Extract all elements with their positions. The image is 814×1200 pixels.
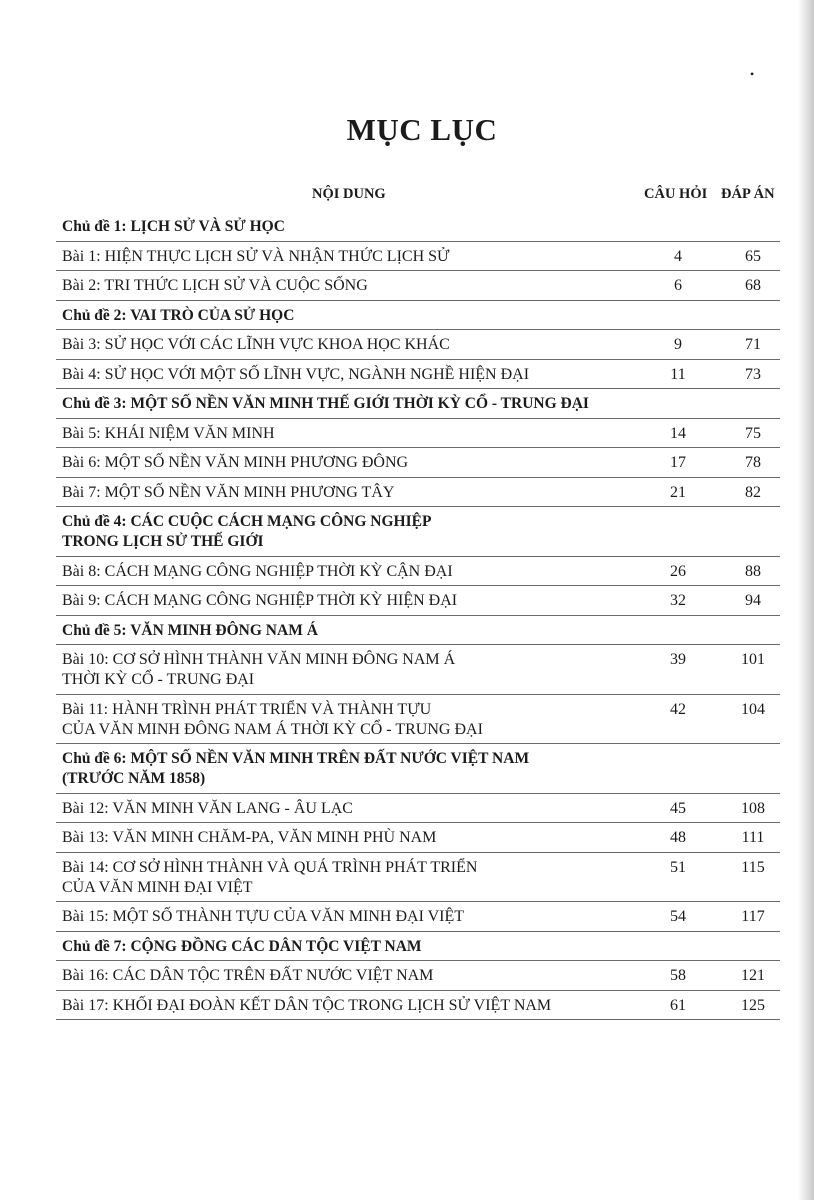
toc-lesson-row[interactable] bbox=[0, 823, 814, 853]
toc-lesson-row[interactable] bbox=[0, 419, 814, 449]
topic-title bbox=[62, 749, 662, 789]
toc-lesson-row[interactable] bbox=[0, 242, 814, 272]
lesson-title bbox=[62, 700, 622, 740]
lesson-title bbox=[62, 591, 622, 611]
lesson-title bbox=[62, 424, 622, 444]
toc-topic-row[interactable] bbox=[0, 507, 814, 557]
toc-topic-row[interactable] bbox=[0, 301, 814, 331]
title-line: Bài 11: HÀNH TRÌNH PHÁT TRIỂN VÀ THÀNH TỰU bbox=[62, 700, 432, 718]
header-content: NỘI DUNG bbox=[312, 186, 386, 202]
lesson-title bbox=[62, 799, 622, 819]
question-page-number: 54 bbox=[670, 908, 686, 925]
lesson-title bbox=[62, 966, 622, 986]
question-page-number: 51 bbox=[670, 858, 686, 876]
header-questions: CÂU HỎI bbox=[644, 186, 708, 202]
title-line: Bài 5: KHÁI NIỆM VĂN MINH bbox=[62, 424, 275, 442]
answer-page-number: 82 bbox=[745, 483, 761, 501]
answer-page-number: 117 bbox=[741, 908, 765, 925]
question-page-number: 14 bbox=[670, 424, 686, 442]
title-line: Chủ đề 4: CÁC CUỘC CÁCH MẠNG CÔNG NGHIỆP bbox=[62, 513, 432, 530]
title-line: Bài 4: SỬ HỌC VỚI MỘT SỐ LĨNH VỰC, NGÀNH NGHỀ HIỆN ĐẠI bbox=[62, 365, 530, 383]
answer-page-number: 73 bbox=[745, 365, 761, 383]
title-line: Bài 3: SỬ HỌC VỚI CÁC LĨNH VỰC KHOA HỌC KHÁC bbox=[62, 336, 450, 353]
answer-page-number: 104 bbox=[741, 700, 765, 718]
title-line: Bài 13: VĂN MINH CHĂM-PA, VĂN MINH PHÙ NAM bbox=[62, 829, 437, 846]
topic-title bbox=[62, 937, 662, 957]
answer-page-number: 115 bbox=[741, 858, 765, 876]
answer-page-number: 94 bbox=[745, 592, 761, 609]
question-page-number: 6 bbox=[674, 277, 682, 294]
question-page-number: 61 bbox=[670, 996, 686, 1014]
question-page-number: 58 bbox=[670, 967, 686, 984]
title-line: (TRƯỚC NĂM 1858) bbox=[62, 770, 206, 787]
title-line: Chủ đề 1: LỊCH SỬ VÀ SỬ HỌC bbox=[62, 218, 285, 235]
title-line: Bài 17: KHỐI ĐẠI ĐOÀN KẾT DÂN TỘC TRONG LỊCH SỬ VIỆT NAM bbox=[62, 996, 552, 1014]
title-line: Bài 16: CÁC DÂN TỘC TRÊN ĐẤT NƯỚC VIỆT NAM bbox=[62, 967, 434, 984]
topic-title bbox=[62, 512, 662, 552]
question-page-number: 42 bbox=[670, 700, 686, 718]
table-of-contents bbox=[0, 212, 814, 1020]
lesson-title bbox=[62, 996, 622, 1016]
question-page-number: 11 bbox=[670, 365, 686, 383]
question-page-number: 39 bbox=[670, 651, 686, 668]
toc-lesson-row[interactable] bbox=[0, 478, 814, 508]
toc-lesson-row[interactable] bbox=[0, 961, 814, 991]
question-page-number: 45 bbox=[670, 799, 686, 817]
title-line: Bài 2: TRI THỨC LỊCH SỬ VÀ CUỘC SỐNG bbox=[62, 277, 368, 294]
toc-lesson-row[interactable] bbox=[0, 557, 814, 587]
lesson-title bbox=[62, 453, 622, 473]
title-line: Bài 8: CÁCH MẠNG CÔNG NGHIỆP THỜI KỲ CẬN ĐẠI bbox=[62, 562, 453, 580]
toc-lesson-row[interactable] bbox=[0, 991, 814, 1021]
lesson-title bbox=[62, 247, 622, 267]
toc-header bbox=[0, 186, 814, 210]
toc-lesson-row[interactable] bbox=[0, 902, 814, 932]
title-line: Bài 12: VĂN MINH VĂN LANG - ÂU LẠC bbox=[62, 799, 353, 817]
topic-title bbox=[62, 621, 662, 641]
lesson-title bbox=[62, 365, 622, 385]
row-divider bbox=[56, 1019, 780, 1020]
title-line: TRONG LỊCH SỬ THẾ GIỚI bbox=[62, 533, 264, 550]
title-line: Chủ đề 2: VAI TRÒ CỦA SỬ HỌC bbox=[62, 306, 295, 324]
answer-page-number: 125 bbox=[741, 996, 765, 1014]
lesson-title bbox=[62, 562, 622, 582]
answer-page-number: 68 bbox=[745, 277, 761, 294]
title-line: Bài 14: CƠ SỞ HÌNH THÀNH VÀ QUÁ TRÌNH PHÁT TRIỂN bbox=[62, 858, 478, 876]
toc-topic-row[interactable] bbox=[0, 389, 814, 419]
answer-page-number: 121 bbox=[741, 967, 765, 984]
title-line: CỦA VĂN MINH ĐẠI VIỆT bbox=[62, 878, 253, 896]
question-page-number: 9 bbox=[674, 336, 682, 353]
question-page-number: 17 bbox=[670, 454, 686, 471]
lesson-title bbox=[62, 858, 622, 898]
lesson-title bbox=[62, 650, 622, 690]
toc-topic-row[interactable] bbox=[0, 616, 814, 646]
toc-lesson-row[interactable] bbox=[0, 448, 814, 478]
lesson-title bbox=[62, 907, 622, 927]
topic-title bbox=[62, 394, 662, 414]
title-line: CỦA VĂN MINH ĐÔNG NAM Á THỜI KỲ CỔ - TRUNG ĐẠI bbox=[62, 720, 483, 738]
question-page-number: 21 bbox=[670, 483, 686, 501]
question-page-number: 32 bbox=[670, 592, 686, 609]
toc-topic-row[interactable] bbox=[0, 744, 814, 794]
toc-lesson-row[interactable] bbox=[0, 853, 814, 903]
lesson-title bbox=[62, 828, 622, 848]
title-line: Bài 15: MỘT SỐ THÀNH TỰU CỦA VĂN MINH ĐẠI VIỆT bbox=[62, 908, 465, 925]
toc-topic-row[interactable] bbox=[0, 212, 814, 242]
page-title: MỤC LỤC bbox=[346, 112, 498, 147]
toc-lesson-row[interactable] bbox=[0, 360, 814, 390]
lesson-title bbox=[62, 335, 622, 355]
answer-page-number: 71 bbox=[745, 336, 761, 353]
answer-page-number: 75 bbox=[745, 424, 761, 442]
title-line: Bài 10: CƠ SỞ HÌNH THÀNH VĂN MINH ĐÔNG NAM Á bbox=[62, 651, 456, 668]
title-line: Chủ đề 7: CỘNG ĐỒNG CÁC DÂN TỘC VIỆT NAM bbox=[62, 937, 422, 955]
answer-page-number: 108 bbox=[741, 799, 765, 817]
topic-title bbox=[62, 306, 662, 326]
header-answers: ĐÁP ÁN bbox=[721, 186, 775, 202]
question-page-number: 26 bbox=[670, 562, 686, 580]
answer-page-number: 78 bbox=[745, 454, 761, 471]
answer-page-number: 88 bbox=[745, 562, 761, 580]
title-line: Chủ đề 6: MỘT SỐ NỀN VĂN MINH TRÊN ĐẤT NƯỚC VIỆT NAM bbox=[62, 750, 530, 767]
topic-title bbox=[62, 217, 662, 237]
toc-topic-row[interactable] bbox=[0, 932, 814, 962]
title-line: Chủ đề 5: VĂN MINH ĐÔNG NAM Á bbox=[62, 621, 318, 639]
toc-lesson-row[interactable] bbox=[0, 330, 814, 360]
title-line: Bài 9: CÁCH MẠNG CÔNG NGHIỆP THỜI KỲ HIỆN ĐẠI bbox=[62, 592, 458, 609]
title-line: Bài 1: HIỆN THỰC LỊCH SỬ VÀ NHẬN THỨC LỊCH SỬ bbox=[62, 247, 450, 265]
answer-page-number: 101 bbox=[741, 651, 765, 668]
question-page-number: 48 bbox=[670, 829, 686, 846]
toc-lesson-row[interactable] bbox=[0, 794, 814, 824]
answer-page-number: 65 bbox=[745, 247, 761, 265]
toc-lesson-row[interactable] bbox=[0, 645, 814, 695]
lesson-title bbox=[62, 276, 622, 296]
lesson-title bbox=[62, 483, 622, 503]
toc-lesson-row[interactable] bbox=[0, 695, 814, 745]
toc-lesson-row[interactable] bbox=[0, 586, 814, 616]
title-line: Bài 7: MỘT SỐ NỀN VĂN MINH PHƯƠNG TÂY bbox=[62, 483, 395, 501]
title-line: Chủ đề 3: MỘT SỐ NỀN VĂN MINH THẾ GIỚI THỜI KỲ CỔ - TRUNG ĐẠI bbox=[62, 395, 589, 412]
toc-lesson-row[interactable] bbox=[0, 271, 814, 301]
speck-mark: • bbox=[750, 67, 755, 81]
answer-page-number: 111 bbox=[741, 829, 765, 846]
title-line: Bài 6: MỘT SỐ NỀN VĂN MINH PHƯƠNG ĐÔNG bbox=[62, 454, 409, 471]
question-page-number: 4 bbox=[674, 247, 682, 265]
title-line: THỜI KỲ CỔ - TRUNG ĐẠI bbox=[62, 671, 255, 688]
